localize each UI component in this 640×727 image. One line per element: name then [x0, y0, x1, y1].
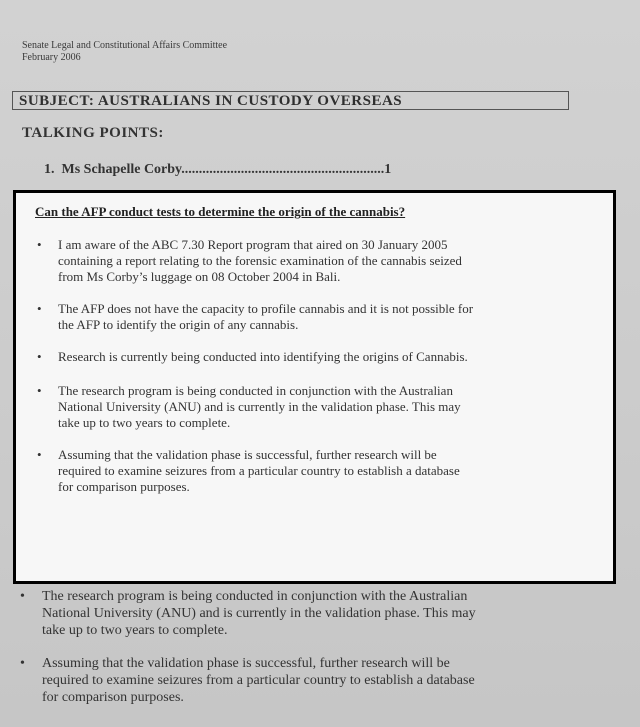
toc-item — [44, 162, 391, 178]
bullet-line: National University (ANU) and is currently in the validation phase. This may — [58, 399, 461, 414]
document-date: February 2006 — [22, 52, 81, 63]
bullet-line: for comparison purposes. — [42, 690, 184, 705]
overlay-question: Can the AFP conduct tests to determine the origin of the cannabis? — [35, 204, 406, 219]
bullet-dot: • — [37, 237, 42, 252]
bullet-line: National University (ANU) and is currently in the validation phase. This may — [42, 606, 476, 621]
bullet-line: Assuming that the validation phase is successful, further research will be — [58, 447, 437, 462]
committee-name: Senate Legal and Constitutional Affairs Committee — [22, 40, 228, 51]
toc-item-leader: .......................................................... — [181, 162, 385, 177]
bullet-text — [42, 588, 602, 639]
bullet-dot: • — [37, 349, 42, 364]
bullet-text — [58, 349, 578, 365]
bullet-line: containing a report relating to the forensic examination of the cannabis seized — [58, 253, 462, 268]
bullet-dot: • — [37, 383, 42, 398]
bullet-line: The AFP does not have the capacity to profile cannabis and it is not possible for — [58, 301, 474, 316]
bullet-line: take up to two years to complete. — [42, 623, 228, 638]
bullet-text — [58, 383, 578, 431]
bullet-text — [58, 301, 578, 333]
bullet-line: The research program is being conducted in conjunction with the Australian — [58, 383, 453, 398]
bullet-text — [58, 237, 578, 285]
bullet-line: required to examine seizures from a particular country to establish a database — [58, 463, 460, 478]
bullet-line: required to examine seizures from a particular country to establish a database — [42, 673, 475, 688]
highlight-overlay-box — [13, 190, 616, 584]
bullet-text — [58, 447, 578, 495]
bullet-line: for comparison purposes. — [58, 479, 190, 494]
bullet-text — [42, 655, 602, 706]
bullet-line: take up to two years to complete. — [58, 415, 231, 430]
toc-item-title: Ms Schapelle Corby — [61, 162, 182, 177]
bullet-dot: • — [37, 447, 42, 462]
toc-item-page: 1 — [384, 162, 392, 177]
bullet-dot: • — [20, 589, 25, 604]
talking-points-heading: TALKING POINTS: — [22, 125, 164, 141]
bullet-dot: • — [37, 301, 42, 316]
bullet-line: Assuming that the validation phase is successful, further research will be — [42, 656, 450, 671]
bullet-line: the AFP to identify the origin of any cannabis. — [58, 317, 299, 332]
bullet-line: I am aware of the ABC 7.30 Report program that aired on 30 January 2005 — [58, 237, 448, 252]
bullet-line: from Ms Corby’s luggage on 08 October 2004 in Bali. — [58, 269, 341, 284]
bullet-dot: • — [20, 656, 25, 671]
toc-item-number: 1. — [44, 162, 55, 177]
subject-heading: SUBJECT: AUSTRALIANS IN CUSTODY OVERSEAS — [12, 91, 569, 110]
bullet-line: Research is currently being conducted into identifying the origins of Cannabis. — [58, 349, 468, 364]
bullet-line: The research program is being conducted in conjunction with the Australian — [42, 589, 468, 604]
